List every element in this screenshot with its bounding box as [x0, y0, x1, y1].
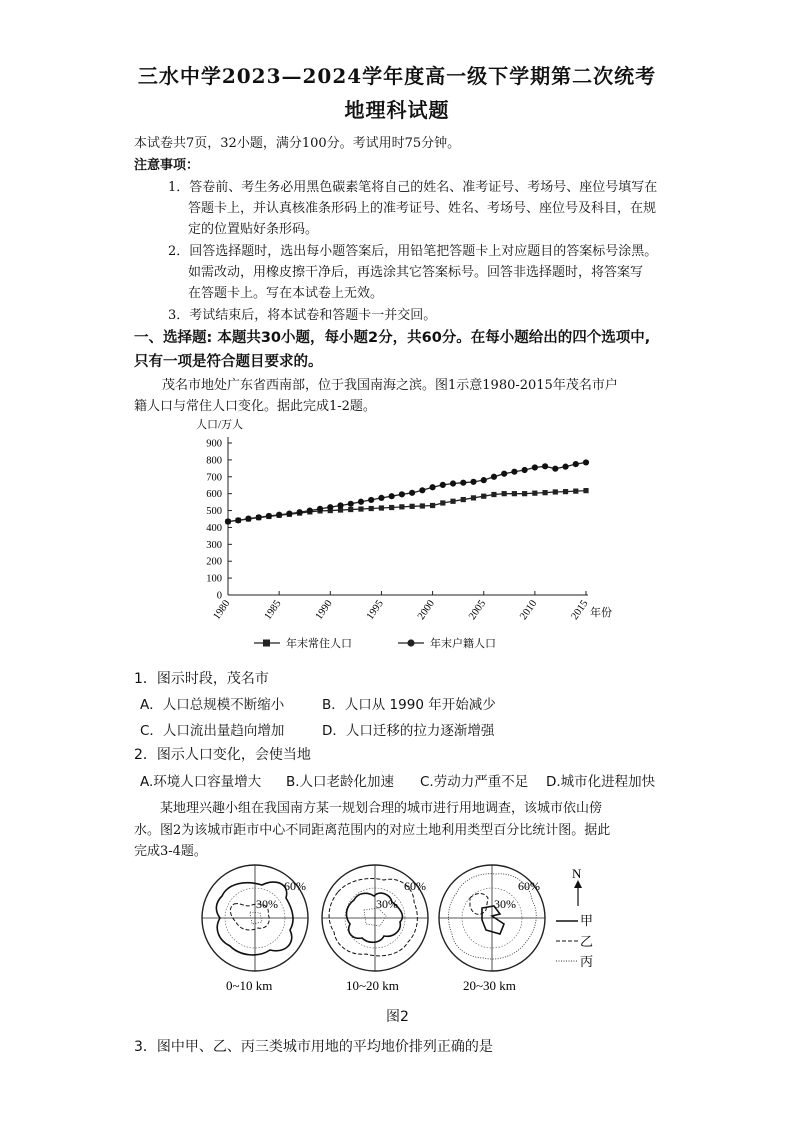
data-point-registered [235, 517, 241, 523]
legend-label-jia: 甲 [580, 913, 594, 928]
x-tick-label: 1985 [262, 598, 284, 622]
data-point-registered [470, 479, 476, 485]
data-point-registered [542, 463, 548, 469]
notice-line: 如需改动，用橡皮擦干净后，再选涂其它答案标号。回答非选择题时，将答案写 [188, 265, 644, 280]
data-point-registered [583, 459, 589, 465]
y-tick-label: 400 [206, 522, 222, 534]
data-point-resident [430, 503, 435, 508]
data-point-registered [419, 487, 425, 493]
x-tick-label: 2010 [518, 598, 540, 622]
data-point-registered [460, 480, 466, 486]
panel-label: 20~30 km [463, 978, 516, 993]
data-point-resident [502, 491, 507, 496]
land-use-radial-figure [0, 858, 794, 998]
notice-line: 在答题卡上。写在本试卷上无效。 [188, 286, 384, 301]
passage-text: 籍人口与常住人口变化。据此完成1-2题。 [134, 399, 376, 414]
radial-panel-10-20km [322, 865, 428, 993]
ring-label-30: 30% [376, 897, 398, 911]
data-point-registered [429, 484, 435, 490]
figure2-legend [556, 913, 593, 969]
option-a: A.环境人口容量增大 [140, 774, 262, 790]
question-stem: 1．图示时段，茂名市 [134, 671, 269, 687]
y-tick-label: 600 [206, 489, 222, 501]
passage-text: 完成3-4题。 [134, 844, 207, 859]
data-point-registered [389, 493, 395, 499]
panel-label: 0~10 km [226, 978, 273, 993]
x-tick-label: 1995 [364, 598, 386, 622]
option-c: C．人口流出量趋向增加 [140, 723, 285, 739]
data-point-registered [358, 499, 364, 505]
data-point-registered [266, 513, 272, 519]
data-point-registered [522, 467, 528, 473]
x-tick-label: 1980 [211, 598, 233, 622]
population-chart [0, 416, 794, 656]
x-tick-label: 1990 [313, 598, 335, 622]
option-d: D．人口迁移的拉力逐渐增强 [322, 723, 495, 739]
data-point-registered [409, 490, 415, 496]
x-tick-label: 2000 [415, 598, 438, 622]
data-point-resident [522, 491, 527, 496]
notice-line: 2．回答选择题时，选出每小题答案后，用铅笔把答题卡上对应题目的答案标号涂黑。 [168, 244, 658, 259]
ring-label-30: 30% [256, 897, 278, 911]
legend-label-resident: 年末常住人口 [286, 638, 352, 650]
option-b: B．人口从 1990 年开始减少 [322, 697, 496, 713]
panel-label: 10~20 km [346, 978, 399, 993]
data-point-registered [286, 510, 292, 516]
y-tick-label: 200 [206, 556, 222, 568]
question-stem: 2．图示人口变化，会使当地 [134, 747, 311, 763]
notice-line: 3．考试结束后，将本试卷和答题卡一并交回。 [168, 308, 437, 323]
data-point-resident [348, 507, 353, 512]
y-axis-label: 人口/万人 [196, 419, 244, 431]
data-point-registered [225, 518, 231, 524]
option-b: B.人口老龄化加速 [286, 774, 395, 790]
ring-label-60: 60% [404, 879, 426, 893]
passage-text: 茂名市地处广东省西南部，位于我国南海之滨。图1示意1980-2015年茂名市户 [162, 378, 618, 393]
section-heading: 一、选择题: 本题共30小题，每小题2分，共60分。在每小题给出的四个选项中, [134, 330, 651, 346]
x-tick-label: 2015 [569, 598, 591, 622]
data-point-resident [542, 490, 547, 495]
option-a: A．人口总规模不断缩小 [140, 697, 285, 713]
x-tick-label: 2005 [467, 598, 489, 622]
data-point-registered [532, 464, 538, 470]
data-point-resident [461, 497, 466, 502]
data-point-resident [399, 504, 404, 509]
data-point-registered [573, 461, 579, 467]
ring-label-60: 60% [284, 879, 306, 893]
data-point-registered [481, 477, 487, 483]
notice-line: 1．答卷前、考生务必用黑色碳素笔将自己的姓名、准考证号、考场号、座位号填写在 [168, 180, 658, 195]
data-point-registered [450, 480, 456, 486]
data-point-resident [420, 503, 425, 508]
y-tick-label: 0 [216, 590, 222, 602]
data-point-resident [379, 505, 384, 510]
north-arrow [572, 866, 582, 906]
y-tick-label: 500 [206, 506, 222, 518]
option-d: D.城市化进程加快 [546, 774, 656, 790]
data-point-registered [399, 491, 405, 497]
data-point-registered [337, 502, 343, 508]
notice-heading: 注意事项： [134, 158, 200, 173]
data-point-registered [307, 507, 313, 513]
data-point-resident [440, 500, 445, 505]
legend-label-registered: 年末户籍人口 [430, 638, 496, 650]
data-point-resident [563, 489, 568, 494]
data-point-registered [368, 497, 374, 503]
data-point-resident [553, 489, 558, 494]
option-c: C.劳动力严重不足 [420, 774, 529, 790]
y-tick-label: 800 [206, 455, 222, 467]
legend-label-bing: 丙 [580, 954, 594, 969]
legend-marker-resident [263, 640, 270, 647]
data-point-registered [378, 495, 384, 501]
passage-text: 水。图2为该城市距市中心不同距离范围内的对应土地利用类型百分比统计图。据此 [134, 823, 611, 838]
section-heading: 只有一项是符合题目要求的。 [134, 354, 323, 370]
x-axis-label: 年份 [590, 607, 612, 619]
data-point-registered [501, 471, 507, 477]
north-arrow-head [574, 880, 582, 888]
data-point-resident [583, 488, 588, 493]
north-label: N [572, 866, 582, 881]
radial-panel-20-30km [439, 865, 545, 993]
data-point-registered [276, 512, 282, 518]
data-point-resident [358, 506, 363, 511]
y-tick-label: 900 [206, 438, 222, 450]
data-point-resident [471, 495, 476, 500]
exam-subject: 地理科试题 [344, 98, 450, 122]
data-point-registered [348, 501, 354, 507]
notice-line: 定的位置贴好条形码。 [188, 222, 319, 237]
data-point-resident [491, 492, 496, 497]
data-point-resident [389, 505, 394, 510]
question-stem: 3．图中甲、乙、丙三类城市用地的平均地价排列正确的是 [134, 1039, 493, 1055]
data-point-registered [317, 506, 323, 512]
data-point-registered [327, 504, 333, 510]
data-point-resident [512, 491, 517, 496]
legend-marker-registered [407, 639, 414, 646]
legend-label-yi: 乙 [580, 934, 594, 949]
passage-text: 某地理兴趣小组在我国南方某一规划合理的城市进行用地调查，该城市依山傍 [160, 801, 603, 816]
data-point-registered [511, 469, 517, 475]
data-point-resident [573, 489, 578, 494]
data-point-resident [481, 494, 486, 499]
data-point-resident [450, 499, 455, 504]
ring-label-30: 30% [494, 897, 516, 911]
exam-summary: 本试卷共7页，32小题，满分100分。考试用时75分钟。 [134, 136, 461, 151]
data-point-resident [532, 491, 537, 496]
figure-caption: 图2 [386, 1009, 409, 1025]
radial-panel-0-10km [202, 865, 308, 993]
series-yi [470, 894, 488, 915]
data-point-registered [440, 482, 446, 488]
data-point-registered [552, 466, 558, 472]
y-tick-label: 100 [206, 573, 222, 585]
notice-line: 答题卡上，并认真核准条形码上的准考证号、姓名、考场号、座位号及科目，在规 [188, 201, 657, 216]
y-tick-label: 300 [206, 539, 222, 551]
y-tick-label: 700 [206, 472, 222, 484]
data-point-registered [297, 509, 303, 515]
data-point-registered [256, 514, 262, 520]
data-point-resident [369, 506, 374, 511]
data-point-registered [245, 516, 251, 522]
data-point-registered [562, 464, 568, 470]
ring-label-60: 60% [518, 879, 540, 893]
data-point-registered [491, 474, 497, 480]
exam-title: 三水中学2023—2024学年度高一级下学期第二次统考 [137, 64, 657, 88]
data-point-resident [410, 504, 415, 509]
